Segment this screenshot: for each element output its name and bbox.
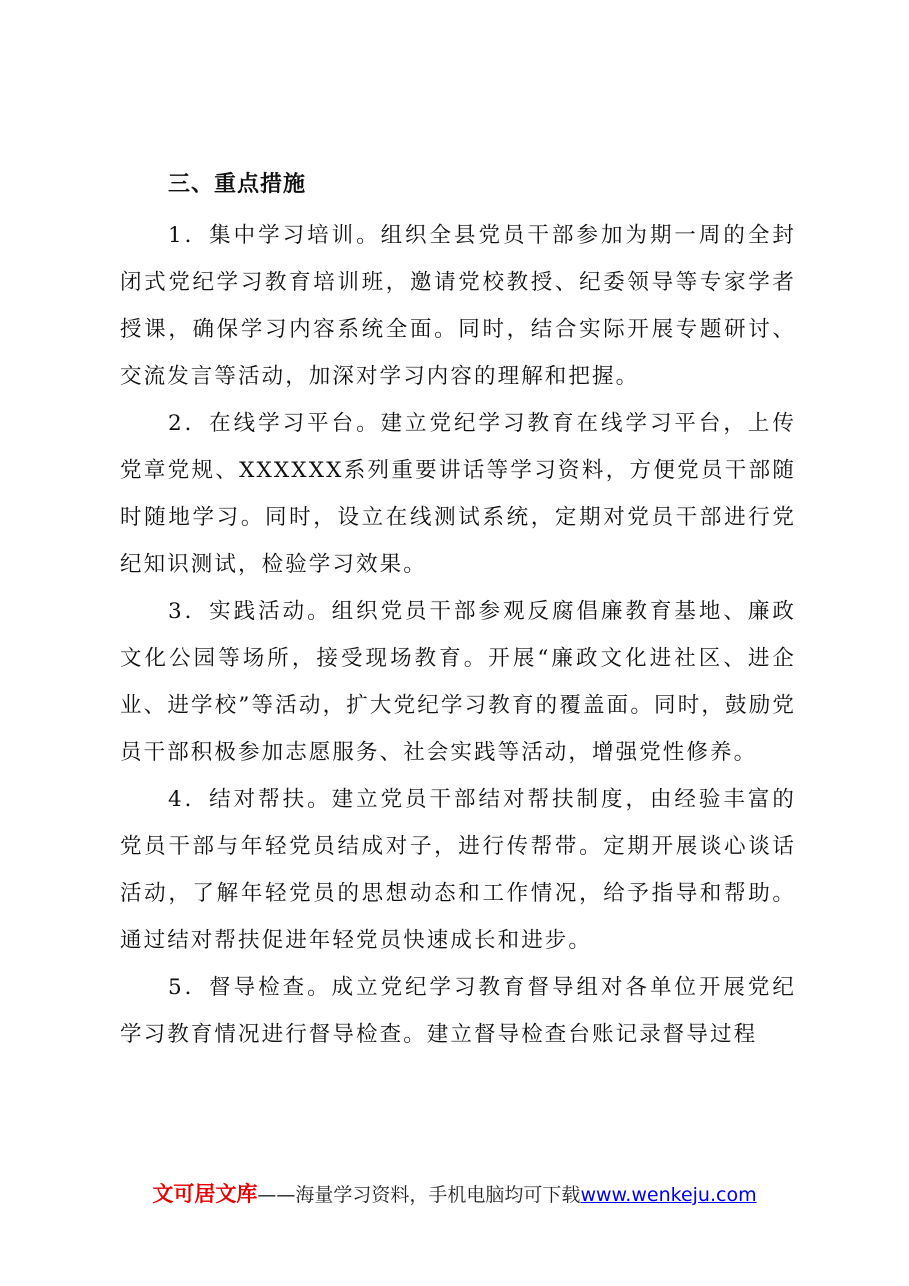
paragraph-2: 2．在线学习平台。建立党纪学习教育在线学习平台，上传党章党规、XXXXXX系列重要讲话等学习资料，方便党员干部随时随地学习。同时，设立在线测试系统，定期对党员干部进行党纪知识测试，检验学习效果。: [120, 411, 796, 577]
paragraph-4: 4．结对帮扶。建立党员干部结对帮扶制度，由经验丰富的党员干部与年轻党员结成对子，进行传帮带。定期开展谈心谈话活动，了解年轻党员的思想动态和工作情况，给予指导和帮助。通过结对帮扶促进年轻党员快速成长和进步。: [120, 787, 796, 953]
footer-separator: ——: [257, 1184, 296, 1206]
footer-banner: [0, 1180, 909, 1209]
footer-url-link[interactable]: www.wenkeju.com: [580, 1184, 757, 1206]
document-body: [120, 166, 796, 1058]
paragraph-3: 3．实践活动。组织党员干部参观反腐倡廉教育基地、廉政文化公园等场所，接受现场教育。开展“廉政文化进社区、进企业、进学校”等活动，扩大党纪学习教育的覆盖面。同时，鼓励党员干部积极参加志愿服务、社会实践等活动，增强党性修养。: [120, 599, 796, 765]
paragraph-5: 5．督导检查。成立党纪学习教育督导组对各单位开展党纪学习教育情况进行督导检查。建立督导检查台账记录督导过程: [120, 975, 796, 1047]
paragraph-1: 1．集中学习培训。组织全县党员干部参加为期一周的全封闭式党纪学习教育培训班，邀请党校教授、纪委领导等专家学者授课，确保学习内容系统全面。同时，结合实际开展专题研讨、交流发言等活动，加深对学习内容的理解和把握。: [120, 223, 796, 389]
footer-slogan: 海量学习资料，手机电脑均可下载: [295, 1184, 581, 1206]
section-heading: 三、重点措施: [168, 172, 307, 197]
footer-brand: 文可居文库: [152, 1182, 258, 1206]
